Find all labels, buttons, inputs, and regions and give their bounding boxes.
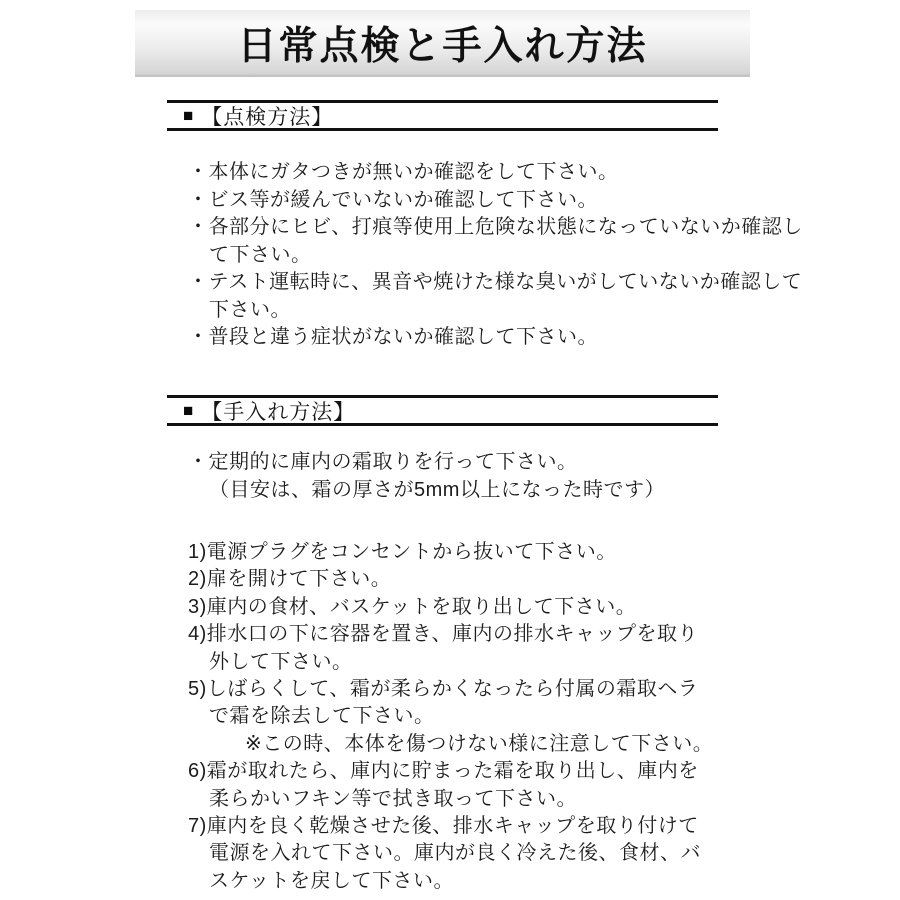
list-item-line: 下さい。 <box>209 298 291 321</box>
list-item-line: ・本体にガタつきが無いか確認をして下さい。 <box>188 161 619 183</box>
step-line: 6)霜が取れたら、庫内に貯まった霜を取り出し、庫内を <box>188 760 699 783</box>
step-line: 3)庫内の食材、バスケットを取り出して下さい。 <box>188 595 637 618</box>
step-line: 2)扉を開けて下さい。 <box>188 568 392 591</box>
step-line: で霜を除去して下さい。 <box>209 705 435 728</box>
list-item-line: ・テスト運転時に、異音や焼けた様な臭いがしていないか確認して <box>188 271 803 293</box>
title-banner <box>135 10 750 77</box>
list-item-line: ・定期的に庫内の霜取りを行って下さい。 <box>188 451 578 473</box>
black-square-icon: ■ <box>183 401 194 420</box>
step-line: 柔らかいフキン等で拭き取って下さい。 <box>209 787 577 810</box>
list-item-line: （目安は、霜の厚さが5mm以上になった時です） <box>209 478 665 501</box>
step-line: 4)排水口の下に容器を置き、庫内の排水キャップを取り <box>188 623 698 646</box>
section-heading-inspection <box>167 100 718 131</box>
inspection-list <box>188 159 840 352</box>
list-item-line: て下さい。 <box>209 243 312 266</box>
black-square-icon: ■ <box>183 106 194 125</box>
section-heading-care <box>167 395 718 426</box>
section-title-care: 【手入れ方法】 <box>201 400 356 424</box>
step-line: 外して下さい。 <box>209 650 353 673</box>
step-line: スケットを戻して下さい。 <box>209 869 454 892</box>
page-title: 日常点検と手入れ方法 <box>237 24 648 68</box>
step-line: 電源を入れて下さい。庫内が良く冷えた後、食材、バ <box>209 842 701 865</box>
step-line: 7)庫内を良く乾燥させた後、排水キャップを取り付けて <box>188 815 699 838</box>
list-item-line: ・各部分にヒビ、打痕等使用上危険な状態になっていないか確認し <box>188 216 803 238</box>
care-steps-list <box>188 539 840 895</box>
step-note-line: ※この時、本体を傷つけない様に注意して下さい。 <box>245 732 714 755</box>
step-line: 1)電源プラグをコンセントから抜いて下さい。 <box>188 541 617 563</box>
section-title-inspection: 【点検方法】 <box>201 105 334 129</box>
step-line: 5)しばらくして、霜が柔らかくなったら付属の霜取ヘラ <box>188 678 699 701</box>
care-intro <box>188 449 840 504</box>
list-item-line: ・ビス等が緩んでいないか確認して下さい。 <box>188 188 598 211</box>
list-item-line: ・普段と違う症状がないか確認して下さい。 <box>188 326 598 348</box>
